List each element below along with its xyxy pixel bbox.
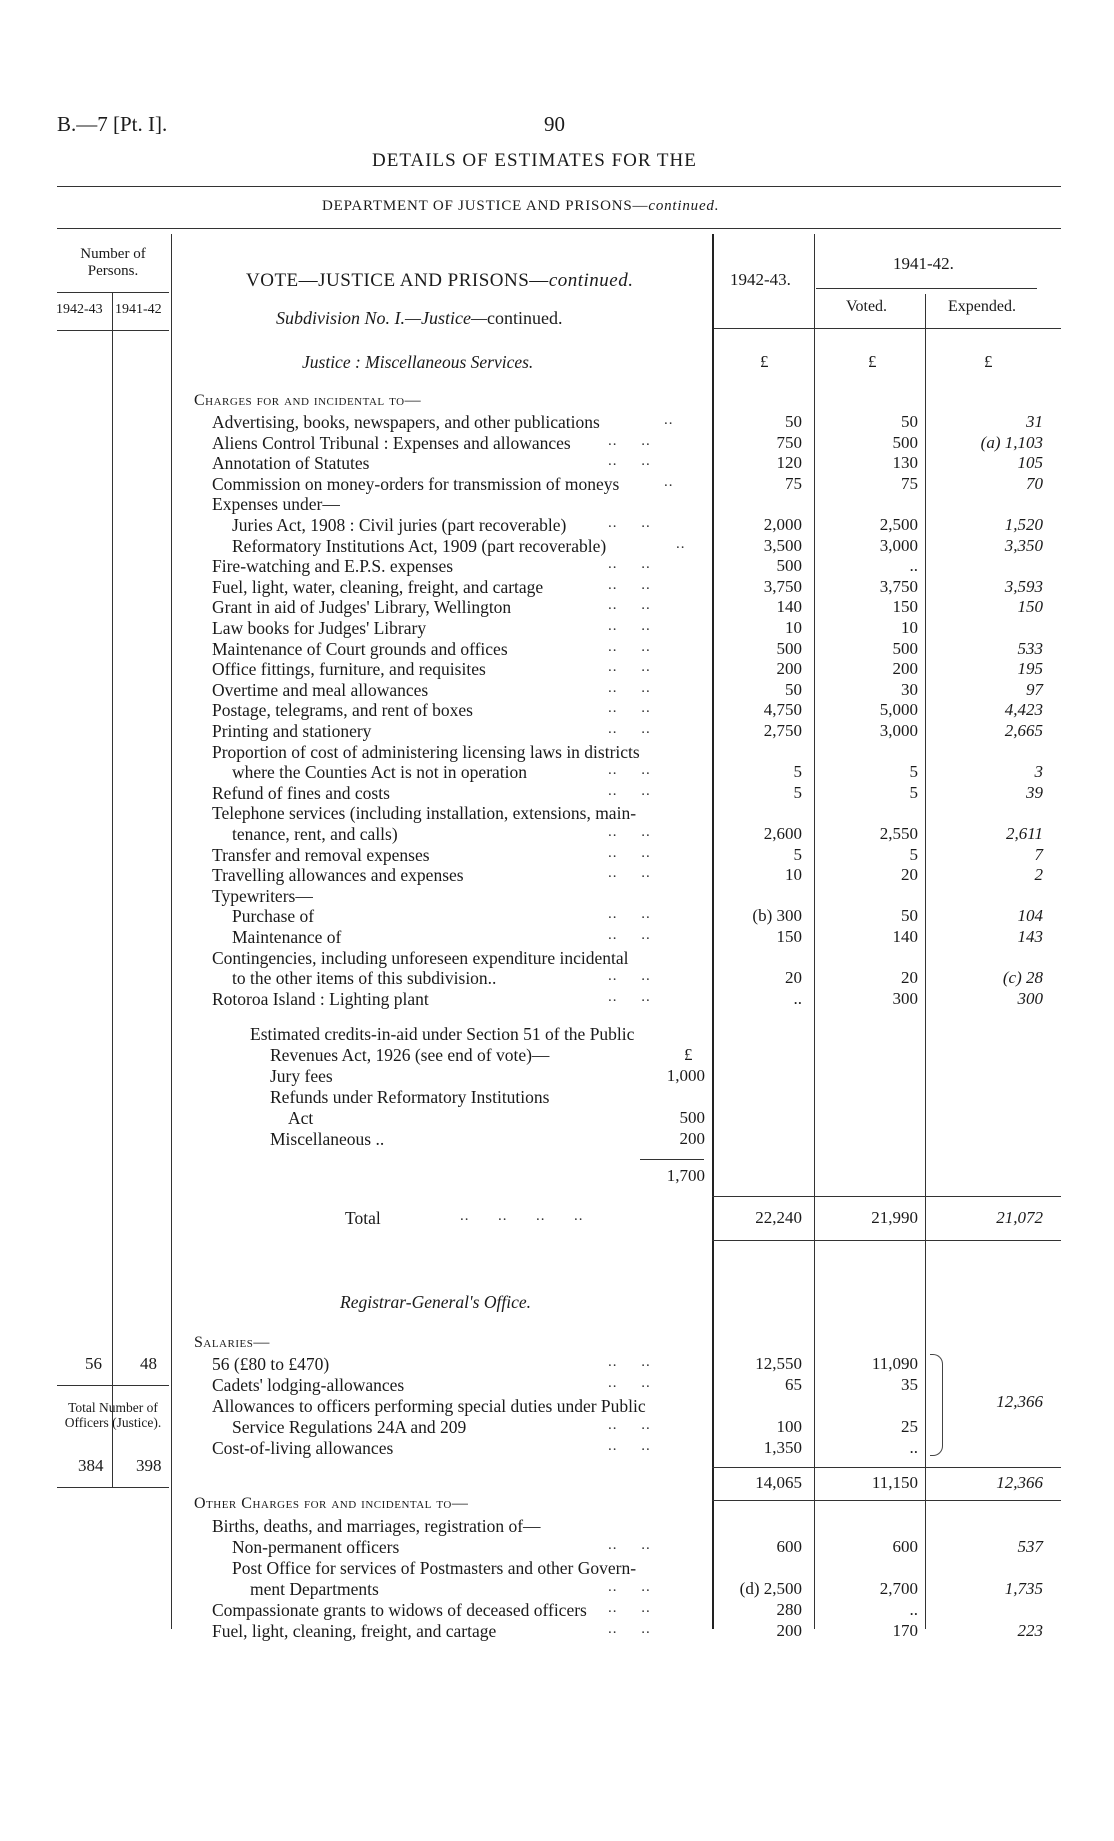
row-label: Fuel, light, water, cleaning, freight, and cartage: [212, 577, 544, 597]
row-1942: 120: [776, 453, 802, 472]
persons-56: 56: [85, 1354, 102, 1373]
row-leader: ..: [664, 412, 674, 428]
other-voted: 600: [892, 1537, 918, 1556]
officers-label: Total Number of Officers (Justice).: [64, 1400, 162, 1430]
row-label: Juries Act, 1908 : Civil juries (part recoverable): [232, 515, 567, 535]
row-voted: 2,550: [879, 824, 918, 843]
row-label: Postage, telegrams, and rent of boxes: [212, 700, 473, 720]
row-1942: (b) 300: [752, 906, 802, 925]
row-1942: ..: [793, 989, 802, 1008]
subtotal-bottom-rule: [712, 1500, 1061, 1501]
persons-48: 48: [140, 1354, 157, 1373]
other-label: ment Departments: [250, 1579, 379, 1599]
salary-leader: .. ..: [608, 1375, 651, 1391]
row-voted: 75: [901, 474, 918, 493]
persons-column-rule: [171, 234, 172, 1629]
row-expended: 195: [1017, 659, 1043, 678]
row-label: Advertising, books, newspapers, and other publications: [212, 412, 600, 432]
row-voted: 3,000: [879, 536, 918, 555]
pound-voted: £: [868, 352, 877, 371]
row-expended: 31: [1026, 412, 1043, 431]
subtotal-expended: 12,366: [996, 1473, 1043, 1492]
salary-voted: 25: [901, 1417, 918, 1436]
row-label: to the other items of this subdivision..: [232, 968, 497, 988]
row-1942: 200: [776, 659, 802, 678]
total-top-rule: [712, 1196, 1061, 1197]
charges-heading: Charges for and incidental to—: [194, 392, 422, 409]
salary-1942: 1,350: [763, 1438, 802, 1457]
salaries-heading: Salaries—: [194, 1334, 270, 1351]
salary-voted: ..: [909, 1438, 918, 1457]
row-leader: .. ..: [608, 700, 651, 716]
row-expended: 97: [1026, 680, 1043, 699]
salary-leader: .. ..: [608, 1417, 651, 1433]
total-leader: .. .. .. ..: [460, 1208, 584, 1224]
row-label: Fire-watching and E.P.S. expenses: [212, 556, 454, 576]
officers-1942: 384: [78, 1456, 104, 1475]
page-title: DETAILS OF ESTIMATES FOR THE: [372, 150, 697, 171]
subtotal-top-rule: [712, 1467, 1061, 1468]
section-heading: Justice : Miscellaneous Services.: [302, 352, 534, 372]
row-1942: 2,750: [763, 721, 802, 740]
row-label: Maintenance of: [232, 927, 342, 947]
row-expended: 1,520: [1004, 515, 1043, 534]
row-leader: .. ..: [608, 556, 651, 572]
other-voted: ..: [909, 1600, 918, 1619]
row-1942: 150: [776, 927, 802, 946]
total-voted: 21,990: [871, 1208, 918, 1227]
expended-header: Expended.: [948, 298, 1016, 315]
total-expended: 21,072: [996, 1208, 1043, 1227]
total-1942: 22,240: [755, 1208, 802, 1227]
row-expended: 7: [1034, 845, 1043, 864]
row-label: Commission on money-orders for transmission of moneys: [212, 474, 620, 494]
row-expended: 70: [1026, 474, 1043, 493]
row-leader: ..: [676, 536, 686, 552]
credits-line-2: Revenues Act, 1926 (see end of vote)—: [270, 1045, 550, 1065]
row-1942: 140: [776, 597, 802, 616]
credits-sum-rule: [640, 1159, 704, 1160]
voted-header: Voted.: [846, 298, 888, 315]
credit-label: Refunds under Reformatory Institutions: [270, 1087, 550, 1107]
row-1942: 3,500: [763, 536, 802, 555]
department-subtitle: DEPARTMENT OF JUSTICE AND PRISONS—continued.: [322, 198, 720, 214]
row-leader: .. ..: [608, 721, 651, 737]
row-expended: 3,350: [1004, 536, 1043, 555]
salaries-expended: 12,366: [996, 1392, 1043, 1411]
credit-amount: 1,000: [666, 1066, 705, 1085]
col-1942-header: 1942-43.: [730, 270, 791, 289]
persons-split-rule: [112, 292, 113, 1487]
row-label: Office fittings, furniture, and requisites: [212, 659, 486, 679]
row-expended: 2,611: [1006, 824, 1043, 843]
row-label: Law books for Judges' Library: [212, 618, 427, 638]
salary-1942: 65: [785, 1375, 802, 1394]
row-leader: .. ..: [608, 433, 651, 449]
row-voted: 130: [892, 453, 918, 472]
row-voted: 5: [909, 845, 918, 864]
row-1942: 50: [785, 680, 802, 699]
header-rule: [57, 186, 1061, 187]
persons-year-1942: 1942-43: [56, 302, 103, 317]
row-1942: 2,000: [763, 515, 802, 534]
row-voted: 5,000: [879, 700, 918, 719]
row-label: Proportion of cost of administering licensing laws in districts: [212, 742, 640, 762]
row-voted: 5: [909, 783, 918, 802]
salary-1942: 100: [776, 1417, 802, 1436]
row-label: Typewriters—: [212, 886, 313, 906]
row-label: Annotation of Statutes: [212, 453, 370, 473]
salary-voted: 35: [901, 1375, 918, 1394]
credit-label: Act: [288, 1108, 314, 1128]
row-1942: 10: [785, 865, 802, 884]
row-expended: 3: [1034, 762, 1043, 781]
row-voted: 500: [892, 433, 918, 452]
row-label: where the Counties Act is not in operation: [232, 762, 528, 782]
row-label: tenance, rent, and calls): [232, 824, 398, 844]
row-leader: .. ..: [608, 906, 651, 922]
row-leader: .. ..: [608, 659, 651, 675]
pound-expended: £: [984, 352, 993, 371]
row-voted: 30: [901, 680, 918, 699]
credits-pound: £: [684, 1045, 693, 1064]
row-leader: .. ..: [608, 577, 651, 593]
vote-title: VOTE—JUSTICE AND PRISONS—continued.: [246, 270, 634, 291]
row-voted: 50: [901, 412, 918, 431]
subtotal-voted: 11,150: [871, 1473, 918, 1492]
row-1942: 5: [793, 783, 802, 802]
row-1942: 5: [793, 845, 802, 864]
registrar-heading: Registrar-General's Office.: [340, 1292, 531, 1312]
row-1942: 75: [785, 474, 802, 493]
credit-amount: 500: [679, 1108, 705, 1127]
credit-amount: 200: [679, 1129, 705, 1148]
row-leader: .. ..: [608, 989, 651, 1005]
row-leader: .. ..: [608, 618, 651, 634]
other-1942: (d) 2,500: [739, 1579, 802, 1598]
row-expended: 300: [1017, 989, 1043, 1008]
salary-leader: .. ..: [608, 1438, 651, 1454]
credits-line-1: Estimated credits-in-aid under Section 51 of the Public: [250, 1024, 635, 1044]
row-1942: 20: [785, 968, 802, 987]
persons-year-rule: [57, 330, 169, 331]
persons-header: Number of Persons.: [80, 246, 146, 279]
row-1942: 500: [776, 556, 802, 575]
persons-year-1941: 1941-42: [115, 302, 162, 317]
row-expended: 104: [1017, 906, 1043, 925]
row-voted: 3,000: [879, 721, 918, 740]
row-voted: 50: [901, 906, 918, 925]
other-voted: 2,700: [879, 1579, 918, 1598]
row-leader: .. ..: [608, 453, 651, 469]
row-leader: .. ..: [608, 783, 651, 799]
other-label: Post Office for services of Postmasters and other Govern-: [232, 1558, 637, 1578]
row-leader: .. ..: [608, 865, 651, 881]
row-label: Grant in aid of Judges' Library, Wellington: [212, 597, 512, 617]
row-1942: 500: [776, 639, 802, 658]
row-voted: 20: [901, 968, 918, 987]
credit-label: Miscellaneous ..: [270, 1129, 385, 1149]
row-label: Printing and stationery: [212, 721, 372, 741]
salary-voted: 11,090: [871, 1354, 918, 1373]
page-reference: B.—7 [Pt. I].: [57, 112, 168, 136]
row-1942: 4,750: [763, 700, 802, 719]
row-leader: .. ..: [608, 639, 651, 655]
salary-label: Allowances to officers performing special duties under Public: [212, 1396, 646, 1416]
row-voted: 150: [892, 597, 918, 616]
voted-column-rule: [925, 294, 926, 1629]
row-voted: 3,750: [879, 577, 918, 596]
other-1942: 600: [776, 1537, 802, 1556]
other-label: Births, deaths, and marriages, registration of—: [212, 1516, 541, 1536]
row-expended: 2: [1034, 865, 1043, 884]
other-expended: 537: [1017, 1537, 1043, 1556]
row-leader: ..: [664, 474, 674, 490]
subtotal-1942: 14,065: [755, 1473, 802, 1492]
row-label: Overtime and meal allowances: [212, 680, 429, 700]
row-1942: 2,600: [763, 824, 802, 843]
row-label: Aliens Control Tribunal : Expenses and allowances: [212, 433, 571, 453]
salary-label: Cost-of-living allowances: [212, 1438, 394, 1458]
salary-1942: 12,550: [755, 1354, 802, 1373]
subdivision-heading: Subdivision No. I.—Justice—continued.: [276, 308, 563, 328]
row-leader: .. ..: [608, 845, 651, 861]
salary-label: Cadets' lodging-allowances: [212, 1375, 405, 1395]
row-label: Contingencies, including unforeseen expenditure incidental: [212, 948, 629, 968]
row-label: Telephone services (including installation, extensions, main-: [212, 803, 637, 823]
row-leader: .. ..: [608, 680, 651, 696]
row-expended: 2,665: [1004, 721, 1043, 740]
other-leader: .. ..: [608, 1600, 651, 1616]
persons-header-rule: [57, 292, 169, 293]
row-label: Expenses under—: [212, 494, 340, 514]
row-leader: .. ..: [608, 597, 651, 613]
col-1941-header: 1941-42.: [893, 254, 954, 273]
total-bottom-rule: [712, 1240, 1061, 1241]
other-1942: 280: [776, 1600, 802, 1619]
other-voted: 170: [892, 1621, 918, 1640]
row-expended: 3,593: [1004, 577, 1043, 596]
row-1942: 5: [793, 762, 802, 781]
row-leader: .. ..: [608, 515, 651, 531]
other-leader: .. ..: [608, 1579, 651, 1595]
col-1941-rule: [816, 288, 1037, 289]
row-expended: (c) 28: [1002, 968, 1043, 987]
total-label: Total: [345, 1208, 381, 1228]
row-leader: .. ..: [608, 824, 651, 840]
officers-bottom-rule: [57, 1487, 169, 1488]
row-leader: .. ..: [608, 968, 651, 984]
row-expended: 4,423: [1004, 700, 1043, 719]
row-voted: 10: [901, 618, 918, 637]
numeric-header-rule: [712, 328, 1061, 329]
row-label: Purchase of: [232, 906, 315, 926]
salary-label: 56 (£80 to £470): [212, 1354, 330, 1374]
row-voted: 20: [901, 865, 918, 884]
row-label: Maintenance of Court grounds and offices: [212, 639, 508, 659]
row-1942: 50: [785, 412, 802, 431]
row-label: Travelling allowances and expenses: [212, 865, 464, 885]
salary-leader: .. ..: [608, 1354, 651, 1370]
row-label: Rotoroa Island : Lighting plant: [212, 989, 429, 1009]
row-1942: 750: [776, 433, 802, 452]
row-leader: .. ..: [608, 927, 651, 943]
row-expended: 143: [1017, 927, 1043, 946]
other-leader: .. ..: [608, 1621, 651, 1637]
row-expended: 105: [1017, 453, 1043, 472]
row-expended: 533: [1017, 639, 1043, 658]
other-charges-heading: Other Charges for and incidental to—: [194, 1495, 469, 1512]
row-label: Refund of fines and costs: [212, 783, 390, 803]
row-label: Reformatory Institutions Act, 1909 (part recoverable): [232, 536, 607, 556]
salary-label: Service Regulations 24A and 209: [232, 1417, 467, 1437]
row-expended: 150: [1017, 597, 1043, 616]
other-expended: 1,735: [1004, 1579, 1043, 1598]
credit-label: Jury fees: [270, 1066, 333, 1086]
other-1942: 200: [776, 1621, 802, 1640]
page-number: 90: [544, 112, 565, 136]
other-label: Fuel, light, cleaning, freight, and cartage: [212, 1621, 497, 1641]
row-label: Transfer and removal expenses: [212, 845, 430, 865]
other-label: Non-permanent officers: [232, 1537, 400, 1557]
row-leader: .. ..: [608, 762, 651, 778]
row-1942: 10: [785, 618, 802, 637]
table-top-rule: [57, 228, 1061, 229]
row-voted: ..: [909, 556, 918, 575]
pound-1942: £: [760, 352, 769, 371]
other-leader: .. ..: [608, 1537, 651, 1553]
row-1942: 3,750: [763, 577, 802, 596]
persons-salaries-rule: [57, 1385, 169, 1386]
row-voted: 500: [892, 639, 918, 658]
row-expended: 39: [1026, 783, 1043, 802]
row-voted: 5: [909, 762, 918, 781]
credits-total: 1,700: [666, 1166, 705, 1185]
row-voted: 140: [892, 927, 918, 946]
row-voted: 300: [892, 989, 918, 1008]
row-expended: (a) 1,103: [980, 433, 1043, 452]
other-label: Compassionate grants to widows of deceased officers: [212, 1600, 587, 1620]
officers-1941: 398: [136, 1456, 162, 1475]
row-voted: 200: [892, 659, 918, 678]
other-expended: 223: [1017, 1621, 1043, 1640]
row-voted: 2,500: [879, 515, 918, 534]
